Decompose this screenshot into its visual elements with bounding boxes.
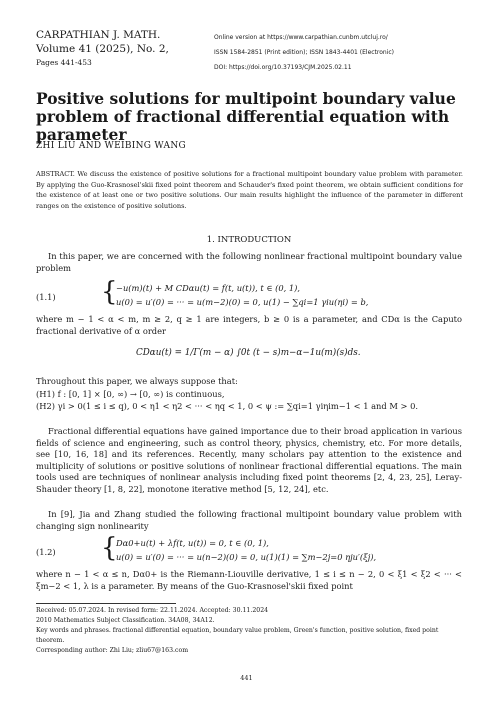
equation-1-1-line-2: u(0) = u′(0) = ··· = u(m−2)(0) = 0, u(1) − ∑qi=1 γiu(ηi) = b, <box>116 297 369 307</box>
doi-link[interactable]: DOI: https://doi.org/10.37193/CJM.2025.02.11 <box>214 64 352 71</box>
abstract <box>36 169 463 211</box>
journal-name: CARPATHIAN J. MATH. <box>36 29 161 41</box>
abstract-label: ABSTRACT. <box>36 170 75 178</box>
section-heading: 1. INTRODUCTION <box>206 235 292 245</box>
paragraph-background: Fractional differential equations have gained importance due to their broad application in various fields of science and engineering, such as control theory, physics, chemistry, etc. For more details, see [10, 16, 18] and its references. Recently, many scholars pay attention to the existence and multiplicity of solutions or positive solutions of nonlinear fractional differential equations. The main tools used are techniques of nonlinear analysis including fixed point theorems [2, 4, 23, 25], Leray-Shauder theory [1, 8, 22], monotone iterative method [5, 12, 24], etc. <box>36 426 462 494</box>
equation-brace: { <box>101 533 118 563</box>
hypothesis-h1: (H1) f : [0, 1] × [0, ∞) → [0, ∞) is continuous, <box>36 389 225 399</box>
paper-title: Positive solutions for multipoint boundary value problem of fractional differential equation with parameter <box>36 89 456 144</box>
footnote-keywords: Key words and phrases. fractional differential equation, boundary value problem, Green's function, positive solution, fixed point theorem. <box>36 627 439 644</box>
journal-header <box>36 29 169 70</box>
paragraph-where: where m − 1 < α < m, m ≥ 2, q ≥ 1 are integers, b ≥ 0 is a parameter, and CDα is the Caputo fractional derivative of α order <box>36 314 462 336</box>
paragraph-where-2: where n − 1 < α ≤ n, Dα0+ is the Riemann-Liouville derivative, 1 ≤ i ≤ n − 2, 0 < ξ1 < ξ2 < ··· < ξm−2 < 1, λ is a parameter. By means of the Guo-Krasnosel'skii fixed point <box>36 569 462 591</box>
footnote-corresponding: Corresponding author: Zhi Liu; zliu67@163.com <box>36 647 189 654</box>
online-url[interactable]: Online version at https://www.carpathian.cunbm.utcluj.ro/ <box>214 34 388 41</box>
footnote-received: Received: 05.07.2024. In revised form: 22.11.2024. Accepted: 30.11.2024 <box>36 607 269 614</box>
equation-number-1-1: (1.1) <box>36 292 56 302</box>
caputo-definition: CDαu(t) = 1/Γ(m − α) ∫0t (t − s)m−α−1u(m)(s)ds. <box>136 348 361 358</box>
abstract-text: We discuss the existence of positive solutions for a fractional multipoint boundary value problem with parameter. By applying the Guo-Krasnosel'skii fixed point theorem and Schauder's fixed point theorem, we obtain sufficient conditions for the existence of at least one or two positive solutions. Our main results highlight the influence of the parameter in different ranges on the existence of positive solutions. <box>36 170 463 210</box>
issn: ISSN 1584-2851 (Print edition); ISSN 1843-4401 (Electronic) <box>214 49 395 56</box>
equation-number-1-2: (1.2) <box>36 547 56 557</box>
paragraph-assumptions: Throughout this paper, we always suppose that: <box>36 376 238 386</box>
footnote-msc: 2010 Mathematics Subject Classification. 34A08, 34A12. <box>36 617 215 624</box>
authors: ZHI LIU AND WEIBING WANG <box>36 141 186 151</box>
equation-1-2-line-1: Dα0+u(t) + λf(t, u(t)) = 0, t ∈ (0, 1), <box>116 538 269 548</box>
footnote-rule <box>36 603 176 604</box>
hypothesis-h2: (H2) γi > 0(1 ≤ i ≤ q), 0 < η1 < η2 < ··· < ηq < 1, 0 < ψ := ∑qi=1 γiηim−1 < 1 and M > 0. <box>36 401 418 411</box>
paragraph-prior-work: In [9], Jia and Zhang studied the following fractional multipoint boundary value problem with changing sign nonlinearity <box>36 509 462 531</box>
page-range: Pages 441-453 <box>36 58 92 67</box>
equation-1-1-line-1: −u(m)(t) + M CDαu(t) = f(t, u(t)), t ∈ (0, 1), <box>116 283 301 293</box>
equation-1-2-line-2: u(0) = u′(0) = ··· = u(n−2)(0) = 0, u(1)(1) = ∑m−2j=0 ηju′(ξj), <box>116 552 377 562</box>
page-number: 441 <box>240 674 253 682</box>
paragraph-intro: In this paper, we are concerned with the following nonlinear fractional multipoint boundary value problem <box>36 251 462 273</box>
volume-line: Volume 41 (2025), No. 2, <box>36 42 169 55</box>
equation-brace: { <box>101 277 118 307</box>
journal-info <box>214 30 394 75</box>
